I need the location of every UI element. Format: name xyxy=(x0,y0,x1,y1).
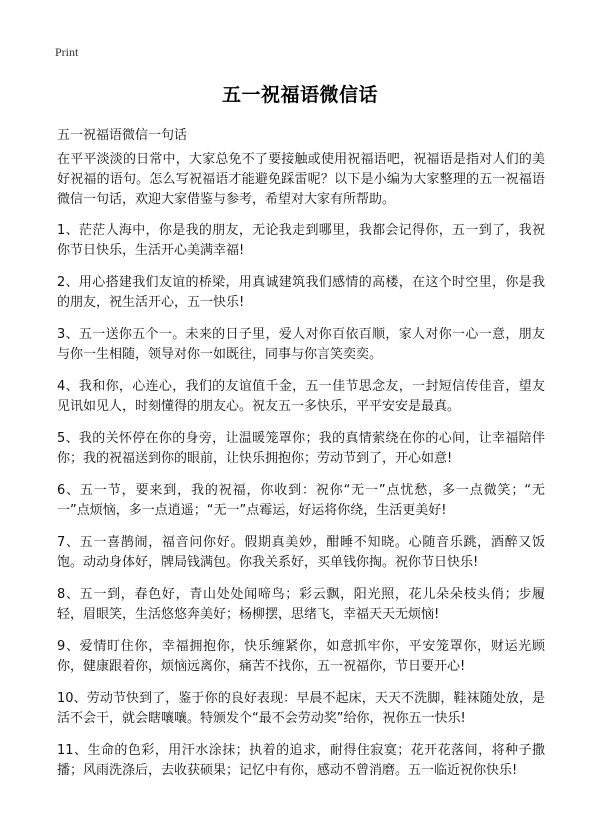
list-item: 6、五一节，要来到，我的祝福，你收到：祝你“无一”点忧愁，多一点微笑；“无一”点烦恼，多一点逍遥；“无一”点霉运，好运将你绕，生活更美好! xyxy=(57,483,545,518)
list-item: 5、我的关怀停在你的身旁，让温暖笼罩你；我的真情萦绕在你的心间，让幸福陪伴你；我的祝福送到你的眼前，让快乐拥抱你；劳动节到了，开心如意! xyxy=(57,431,545,466)
list-item: 8、五一到，春色好，青山处处闻啼鸟；彩云飘，阳光照，花儿朵朵枝头俏；步履轻，眉眼笑，生活悠悠奔美好；杨柳摆，思绪飞，幸福天天无烦恼! xyxy=(57,587,545,622)
article-body xyxy=(57,150,545,793)
list-item: 3、五一送你五个一。未来的日子里，爱人对你百依百顺，家人对你一心一意，朋友与你一生相随，领导对你一如既往，同事与你言笑奕奕。 xyxy=(57,327,545,362)
list-item: 2、用心搭建我们友谊的桥梁，用真诚建筑我们感情的高楼，在这个时空里，你是我的朋友，祝生活开心，五一快乐! xyxy=(57,275,545,310)
page-subtitle: 五一祝福语微信一句话 xyxy=(57,128,188,143)
intro-paragraph: 在平平淡淡的日常中，大家总免不了要接触或使用祝福语吧，祝福语是指对人们的美好祝福的语句。怎么写祝福语才能避免踩雷呢？以下是小编为大家整理的五一祝福语微信一句话，欢迎大家借鉴与参考，希望对大家有所帮助。 xyxy=(57,152,545,207)
list-item: 1、茫茫人海中，你是我的朋友，无论我走到哪里，我都会记得你，五一到了，我祝你节日快乐，生活开心美满幸福! xyxy=(57,223,545,258)
page-title: 五一祝福语微信话 xyxy=(221,84,378,106)
list-item: 11、生命的色彩，用汗水涂抹；执着的追求，耐得住寂寞；花开花落间，将种子撒播；风雨洗涤后，去收获硕果；记忆中有你，感动不曾消磨。五一临近祝你快乐! xyxy=(57,743,545,778)
list-item: 10、劳动节快到了，鉴于你的良好表现：早晨不起床，天天不洗脚，鞋袜随处放，是活不会干，就会瞎嚷嚷。特颁发个“最不会劳动奖”给你，祝你五一快乐! xyxy=(57,691,545,726)
list-item: 7、五一喜鹊闹，福音问你好。假期真美妙，酣睡不知晓。心随音乐跳，酒醉又饭饱。动动身体好，牌局钱满包。你我关系好，买单钱你掏。祝你节日快乐! xyxy=(57,535,545,570)
print-link[interactable]: Print xyxy=(55,45,79,59)
list-item: 9、爱情盯住你，幸福拥抱你，快乐缠紧你，如意抓牢你，平安笼罩你，财运光顾你，健康跟着你，烦恼远离你，痛苦不找你，五一祝福你，节日要开心! xyxy=(57,639,545,674)
list-item: 4、我和你，心连心，我们的友谊值千金，五一佳节思念友，一封短信传佳音，望友见讯如见人，时刻懂得的朋友心。祝友五一多快乐，平平安安是最真。 xyxy=(57,379,545,414)
